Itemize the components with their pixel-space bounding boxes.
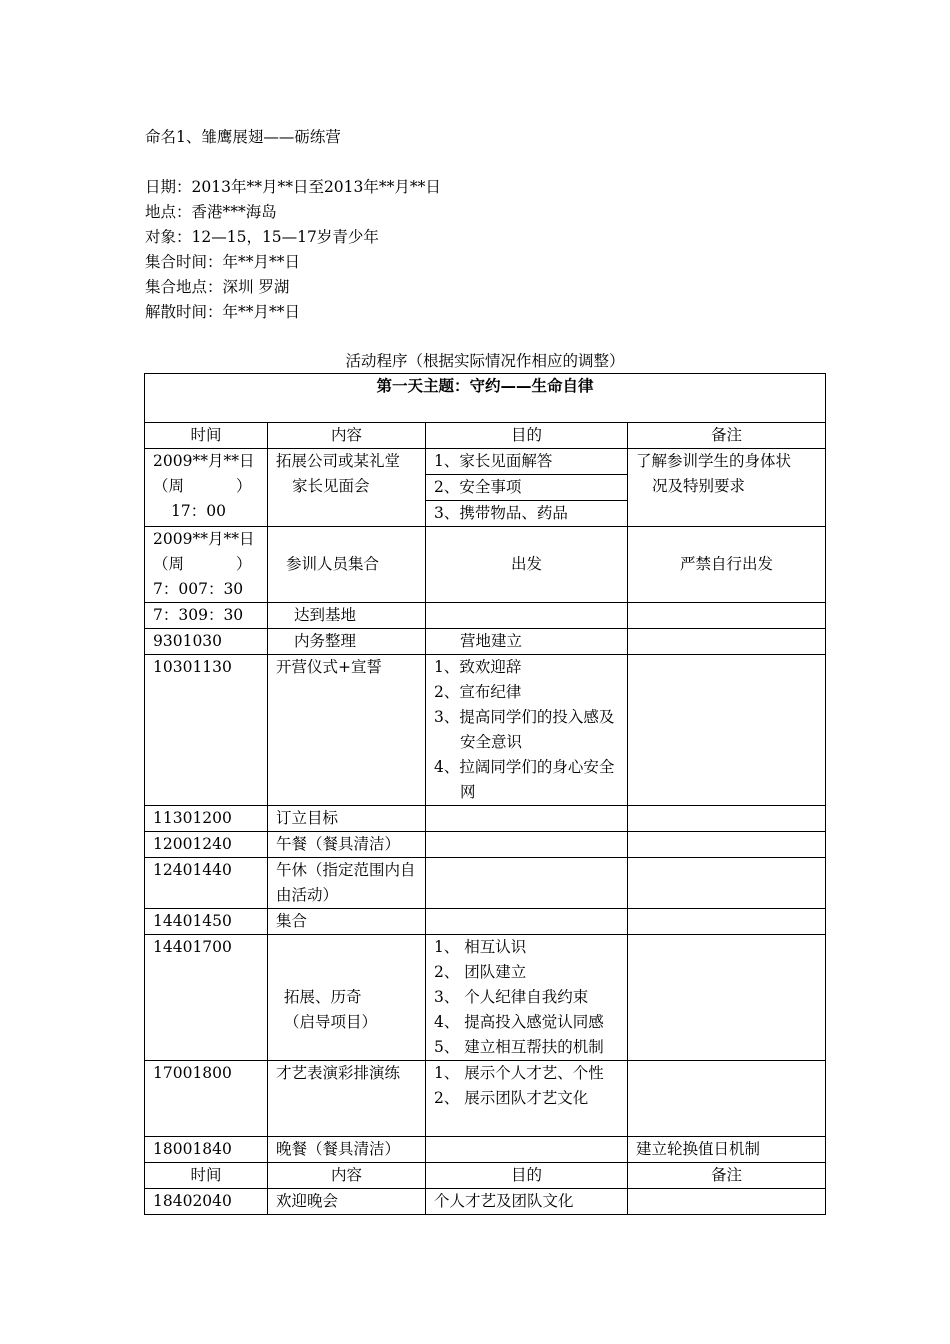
content-cell: 参训人员集合 [268, 527, 426, 603]
content-cell: 欢迎晚会 [268, 1189, 426, 1215]
table-row [145, 858, 826, 909]
schedule-table [144, 373, 826, 1215]
content-cell: 内务整理 [268, 629, 426, 655]
purpose-item: 1、 相互认识 [434, 938, 527, 956]
gather-time-line: 集合时间：年**月**日 [145, 253, 301, 271]
note-cell [628, 858, 826, 909]
content-line: 拓展公司或某礼堂 [276, 452, 401, 470]
table-row [145, 629, 826, 655]
header-content: 内容 [268, 423, 426, 449]
purpose-cell: 营地建立 [426, 629, 628, 655]
time-line: 2009**月**日 [153, 530, 255, 548]
header-time: 时间 [145, 1163, 268, 1189]
program-name: 命名1、雏鹰展翅——砺练营 [145, 128, 341, 146]
purpose-cell [426, 935, 628, 1061]
purpose-cell [426, 909, 628, 935]
time-cell: 9301030 [145, 629, 268, 655]
header-row [145, 1163, 826, 1189]
purpose-item: 1、 展示个人才艺、个性 [434, 1064, 604, 1082]
place-line: 地点：香港***海岛 [145, 203, 277, 221]
note-line: 了解参训学生的身体状 [636, 452, 792, 470]
time-cell: 17001800 [145, 1061, 268, 1137]
time-line: 7：007：30 [153, 580, 244, 598]
content-line: （启导项目） [284, 1013, 378, 1031]
purpose-item: 1、致欢迎辞 [434, 658, 522, 676]
time-line: （周 ） [153, 477, 252, 495]
time-cell [145, 527, 268, 603]
time-cell: 7：309：30 [145, 603, 268, 629]
time-cell: 14401450 [145, 909, 268, 935]
time-cell: 10301130 [145, 655, 268, 806]
content-cell: 订立目标 [268, 806, 426, 832]
content-cell [268, 449, 426, 527]
table-row [145, 1137, 826, 1163]
content-cell: 午休（指定范围内自由活动） [268, 858, 426, 909]
purpose-item: 3、 个人纪律自我约束 [434, 988, 589, 1006]
time-cell: 18001840 [145, 1137, 268, 1163]
table-row [145, 1189, 826, 1215]
time-line: 2009**月**日 [153, 452, 255, 470]
note-cell [628, 806, 826, 832]
purpose-item: 3、携带物品、药品 [434, 504, 568, 522]
note-cell [628, 655, 826, 806]
purpose-cell [426, 603, 628, 629]
time-cell [145, 449, 268, 527]
note-cell [628, 1189, 826, 1215]
table-row [145, 935, 826, 1061]
header-note: 备注 [628, 423, 826, 449]
purpose-item: 5、 建立相互帮扶的机制 [434, 1038, 604, 1056]
purpose-item: 2、 展示团队才艺文化 [434, 1089, 589, 1107]
theme-row [145, 374, 826, 423]
header-purpose: 目的 [426, 423, 628, 449]
content-line: 拓展、历奇 [284, 988, 362, 1006]
time-cell: 14401700 [145, 935, 268, 1061]
table-row [145, 655, 826, 806]
table-row [145, 603, 826, 629]
purpose-cell [426, 858, 628, 909]
note-line: 况及特别要求 [652, 477, 746, 495]
header-time: 时间 [145, 423, 268, 449]
table-row [145, 1061, 826, 1137]
table-row [145, 806, 826, 832]
note-cell [628, 449, 826, 527]
purpose-item: 2、宣布纪律 [434, 683, 522, 701]
content-cell [268, 935, 426, 1061]
date-line: 日期：2013年**月**日至2013年**月**日 [145, 178, 441, 196]
note-cell [628, 935, 826, 1061]
time-line: 17：00 [171, 502, 226, 520]
purpose-item: 4、拉阔同学们的身心安全网 [434, 758, 615, 801]
content-cell: 才艺表演彩排演练 [268, 1061, 426, 1137]
purpose-cell [426, 449, 628, 527]
note-cell: 建立轮换值日机制 [628, 1137, 826, 1163]
purpose-item: 2、安全事项 [426, 475, 627, 501]
table-row [145, 449, 826, 527]
table-row [145, 832, 826, 858]
purpose-item: 3、提高同学们的投入感及安全意识 [434, 708, 615, 751]
purpose-cell: 个人才艺及团队文化 [426, 1189, 628, 1215]
note-cell: 严禁自行出发 [628, 527, 826, 603]
content-cell: 达到基地 [268, 603, 426, 629]
content-cell: 开营仪式+宣誓 [268, 655, 426, 806]
header-row [145, 423, 826, 449]
purpose-cell [426, 832, 628, 858]
note-cell [628, 1061, 826, 1137]
time-cell: 18402040 [145, 1189, 268, 1215]
table-row [145, 527, 826, 603]
header-purpose: 目的 [426, 1163, 628, 1189]
purpose-cell [426, 655, 628, 806]
note-cell [628, 603, 826, 629]
purpose-sublist [426, 449, 627, 526]
purpose-cell [426, 1137, 628, 1163]
time-cell: 12401440 [145, 858, 268, 909]
target-line: 对象：12—15，15—17岁青少年 [145, 228, 379, 246]
header-content: 内容 [268, 1163, 426, 1189]
note-cell [628, 629, 826, 655]
purpose-cell [426, 806, 628, 832]
content-cell: 晚餐（餐具清洁） [268, 1137, 426, 1163]
purpose-cell [426, 1061, 628, 1137]
dismiss-time-line: 解散时间：年**月**日 [145, 303, 301, 321]
note-cell [628, 832, 826, 858]
time-cell: 12001240 [145, 832, 268, 858]
content-cell: 午餐（餐具清洁） [268, 832, 426, 858]
header-note: 备注 [628, 1163, 826, 1189]
purpose-item: 1、家长见面解答 [426, 449, 627, 475]
purpose-cell: 出发 [426, 527, 628, 603]
purpose-item: 4、 提高投入感觉认同感 [434, 1013, 604, 1031]
time-line: （周 ） [153, 555, 252, 573]
gather-place-line: 集合地点：深圳 罗湖 [145, 278, 290, 296]
table-row [145, 909, 826, 935]
purpose-item: 2、 团队建立 [434, 963, 527, 981]
schedule-caption: 活动程序（根据实际情况作相应的调整） [345, 352, 625, 370]
day-theme: 第一天主题：守约——生命自律 [145, 374, 826, 423]
content-line: 家长见面会 [292, 477, 370, 495]
content-cell: 集合 [268, 909, 426, 935]
time-cell: 11301200 [145, 806, 268, 832]
note-cell [628, 909, 826, 935]
